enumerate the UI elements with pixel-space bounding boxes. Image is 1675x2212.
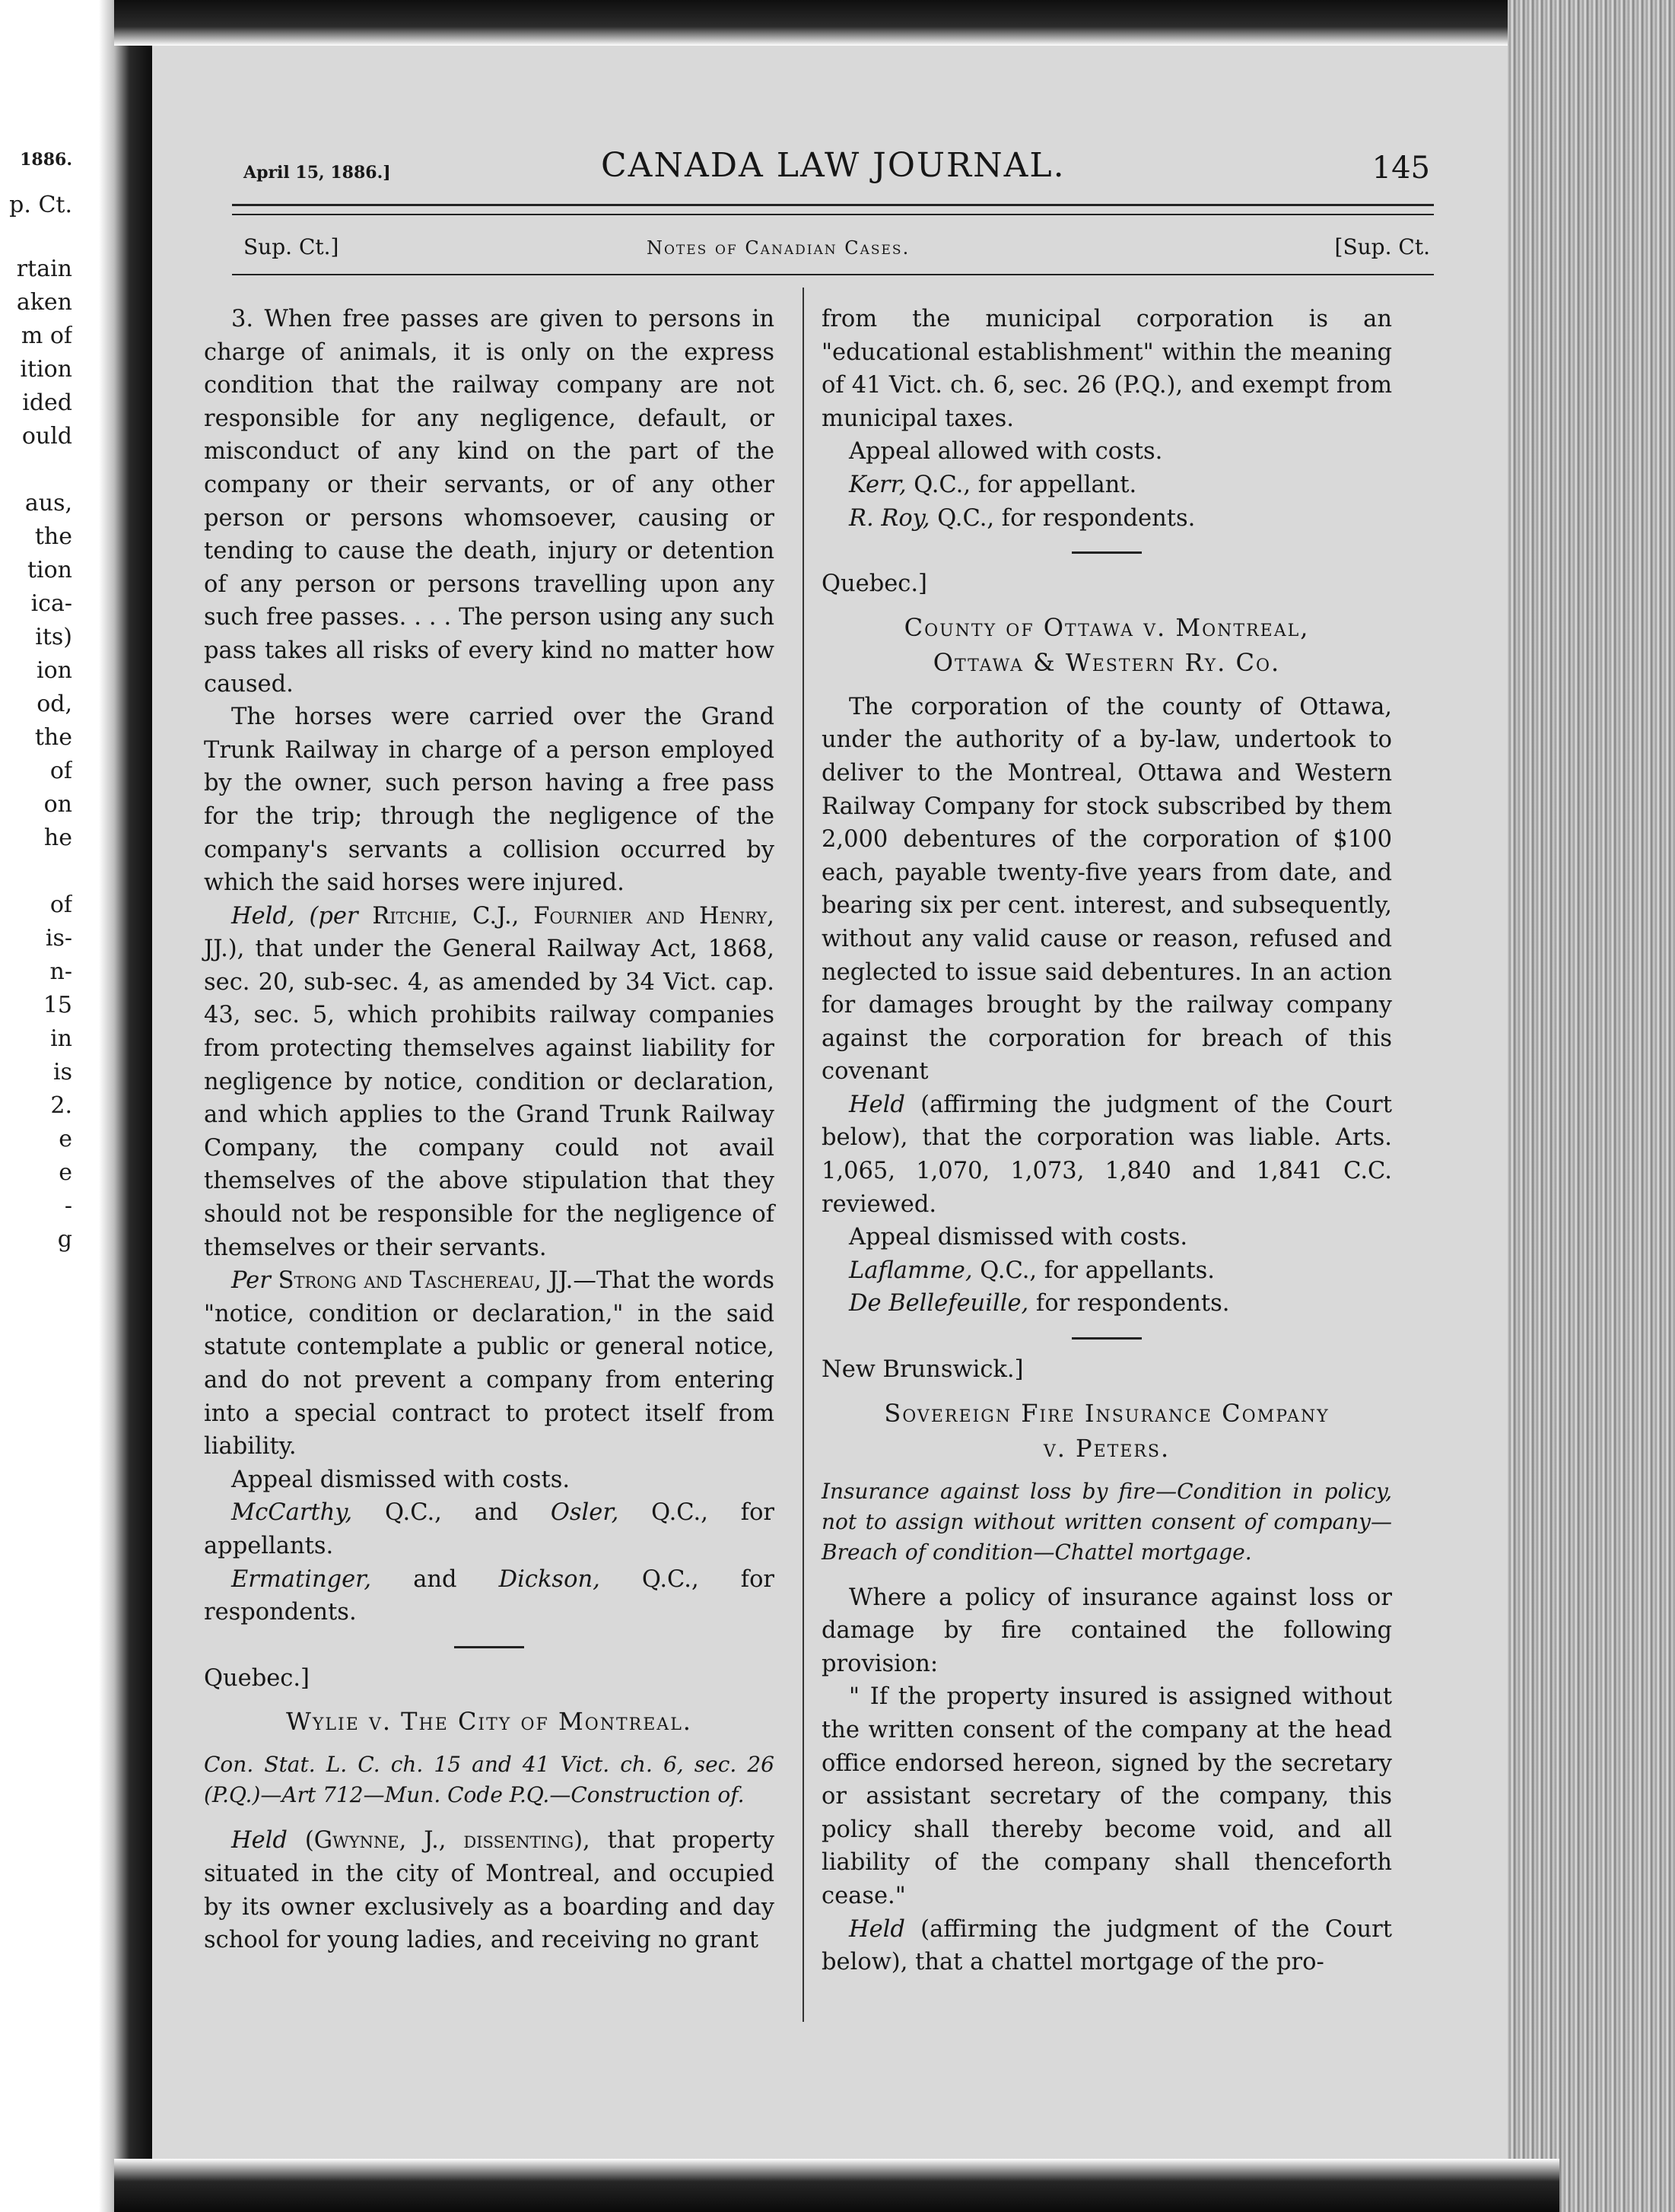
held-text: that property situated in the city of Montreal, and occupied by its owner exclusively as a boarding and day school for young ladies, and receiving no grant xyxy=(204,1827,774,1954)
counsel-name: R. Roy, xyxy=(849,504,930,532)
fragment-line: ion xyxy=(37,657,72,684)
case-title xyxy=(822,1396,1392,1466)
right-column xyxy=(822,303,1392,1979)
running-header xyxy=(243,146,1430,199)
bottom-scan-edge xyxy=(114,2159,1559,2212)
case-synopsis: Con. Stat. L. C. ch. 15 and 41 Vict. ch. 6, sec. 26 (P.Q.)—Art 712—Mun. Code P.Q.—Construction of. xyxy=(204,1752,774,1808)
issue-date: April 15, 1886.] xyxy=(243,163,391,183)
fragment-line: ica- xyxy=(30,590,72,617)
fragment-line: e xyxy=(59,1126,72,1152)
left-column xyxy=(204,303,774,1957)
section-rule xyxy=(232,274,1434,275)
section-header xyxy=(243,228,1430,266)
paragraph: 3. When free passes are given to persons in charge of animals, it is only on the express condition that the railway company are not responsible for any negligence, default, or misconduct of any kind on the part of the company or their servants, or of any other person or persons whomsoever, causing or tending to cause the death, injury or detention of any person or persons travelling upon any such free passes. . . . The person using any such pass takes all risks of every kind no matter how caused. xyxy=(204,306,774,698)
counsel-appellants xyxy=(204,1496,774,1562)
right-page-edges xyxy=(1508,0,1675,2212)
counsel-name: Laflamme, xyxy=(849,1257,973,1284)
counsel-text: Q.C., for respondents. xyxy=(937,504,1196,532)
fragment-line: 2. xyxy=(50,1092,72,1119)
held-paragraph xyxy=(822,1089,1392,1221)
fragment-gap xyxy=(0,453,72,487)
result: Appeal allowed with costs. xyxy=(849,438,1163,466)
journal-title: CANADA LAW JOURNAL. xyxy=(601,146,1066,185)
fragment-gap xyxy=(0,855,72,888)
fragment-line: is- xyxy=(45,925,72,952)
judges: Ritchie, C.J., Fournier and Henry, JJ.), xyxy=(204,902,774,963)
per-label: (per xyxy=(309,902,358,930)
held-paragraph xyxy=(204,1824,774,1956)
fragment-line: tion xyxy=(27,557,72,583)
case-separator xyxy=(1072,1337,1142,1340)
fragment-line: the xyxy=(34,724,72,751)
case-title xyxy=(822,610,1392,680)
counsel-text: Q.C., for appellants. xyxy=(980,1257,1215,1284)
counsel-name: Ermatinger, xyxy=(231,1565,372,1593)
counsel-respondents xyxy=(822,502,1392,536)
counsel-name: Osler, xyxy=(550,1499,619,1527)
judges: Strong and Taschereau, JJ. xyxy=(278,1267,574,1295)
quoted-provision: " If the property insured is assigned without the written consent of the company at the head office endorsed hereon, signed by the secretary or assistant secretary of the company, this policy shall thereby become void, and all liability of the company shall thenceforth cease." xyxy=(822,1683,1392,1909)
counsel-text: and xyxy=(413,1565,457,1593)
case-title-line: v. Peters. xyxy=(1043,1433,1171,1463)
per-text: —That the words "notice, condition or declaration," in the said statute contemplate a public or general notice, and do not prevent a company from entering into a special contract to protect itself from liability. xyxy=(204,1267,774,1460)
section-title: Notes of Canadian Cases. xyxy=(647,237,911,259)
held-text: (affirming the judgment of the Court below), that the corporation was liable. Arts. 1,065, 1,070, 1,073, 1,840 and 1,841 C.C. reviewed. xyxy=(822,1091,1392,1218)
fragment-line: in xyxy=(50,1025,72,1052)
fragment-line: g xyxy=(57,1226,72,1253)
fragment-line: is xyxy=(53,1059,72,1085)
header-double-rule xyxy=(232,204,1434,215)
held-text: that under the General Railway Act, 1868, sec. 20, sub-sec. 4, as amended by 34 Vict. cap. 43, sec. 5, which prohibits railway companies from protecting themselves against liability for negligence by notice, condition or declaration, and which applies to the Grand Trunk Railway Company, the company could not avail themselves of the above stipulation that they should not be responsible for the negligence of themselves or their servants. xyxy=(204,936,775,1261)
province-label: Quebec.] xyxy=(204,1664,310,1692)
fragment-line: e xyxy=(59,1159,72,1186)
case-title: Wylie v. The City of Montreal. xyxy=(286,1707,692,1737)
court-label-left: Sup. Ct.] xyxy=(243,234,339,259)
counsel-appellants xyxy=(822,1254,1392,1288)
fragment-line: m of xyxy=(21,323,72,349)
fragment-line: of xyxy=(49,758,72,784)
fragment-line: the xyxy=(34,523,72,550)
paragraph: The corporation of the county of Ottawa, under the authority of a by-law, undertook to deliver to the Montreal, Ottawa and Western Railway Company for stock subscribed by them 2,000 debentures of the corporation of $100 each, payable twenty-five years from date, and bearing six per cent. interest, and subsequently, without any valid cause or reason, refused and neglected to issue said debentures. In an action for damages brought by the railway company against the corporation for breach of this covenant xyxy=(822,693,1392,1085)
case-synopsis: Insurance against loss by fire—Condition in policy, not to assign without written consent of company—Breach of condition—Chattel mortgage. xyxy=(822,1478,1392,1565)
counsel-text: Q.C., and xyxy=(385,1499,519,1527)
held-paragraph xyxy=(822,1913,1392,1979)
fragment-line: rtain xyxy=(16,256,72,282)
fragment-line: aken xyxy=(16,289,72,316)
province-label: Quebec.] xyxy=(822,570,927,598)
fragment-line: 15 xyxy=(43,992,72,1019)
top-scan-edge xyxy=(114,0,1521,46)
case-separator xyxy=(454,1646,524,1648)
fragment-year: 1886. xyxy=(20,150,72,170)
fragment-court: p. Ct. xyxy=(9,192,72,218)
held-label: Held xyxy=(849,1915,905,1943)
case-separator xyxy=(1072,551,1142,554)
judges: (Gwynne, J., dissenting), xyxy=(304,1827,590,1854)
fragment-line: he xyxy=(43,825,72,851)
counsel-name: Kerr, xyxy=(849,471,907,498)
fragment-line: of xyxy=(49,891,72,918)
held-paragraph xyxy=(204,900,774,1265)
paragraph-continued: from the municipal corporation is an "educational establishment" within the meaning of 41 Vict. ch. 6, sec. 26 (P.Q.), and exempt from municipal taxes. xyxy=(822,306,1392,432)
held-label: Held, xyxy=(231,902,295,930)
case-title-line: Ottawa & Western Ry. Co. xyxy=(933,647,1281,677)
fragment-line: its) xyxy=(35,624,72,650)
case-title-line: County of Ottawa v. Montreal, xyxy=(904,612,1310,642)
case-title-line: Sovereign Fire Insurance Company xyxy=(884,1398,1330,1428)
counsel-text: Q.C., for respondents. xyxy=(204,1565,775,1626)
result: Appeal dismissed with costs. xyxy=(231,1466,571,1493)
counsel-name: Dickson, xyxy=(498,1565,600,1593)
counsel-respondents xyxy=(822,1287,1392,1321)
fragment-line: ided xyxy=(22,389,72,416)
counsel-appellant xyxy=(822,469,1392,502)
fragment-line: od, xyxy=(37,691,72,717)
held-label: Held xyxy=(849,1091,905,1118)
held-label: Held xyxy=(231,1827,288,1854)
counsel-name: McCarthy, xyxy=(231,1499,353,1527)
per-label: Per xyxy=(231,1267,271,1295)
counsel-respondents xyxy=(204,1563,774,1629)
province-label: New Brunswick.] xyxy=(822,1356,1024,1384)
fragment-line: on xyxy=(43,791,72,818)
result: Appeal dismissed with costs. xyxy=(849,1224,1188,1251)
fragment-line: aus, xyxy=(24,490,72,516)
per-paragraph xyxy=(204,1264,774,1464)
paragraph: The horses were carried over the Grand Trunk Railway in charge of a person employed by the owner, such person having a free pass for the trip; through the negligence of the company's servants a collision occurred by which the said horses were injured. xyxy=(204,704,774,897)
fragment-line: n- xyxy=(49,958,72,985)
fragment-line: ould xyxy=(21,423,72,450)
previous-page-fragment xyxy=(0,145,72,1257)
page-number: 145 xyxy=(1371,151,1430,186)
counsel-text: Q.C., for appellants. xyxy=(204,1499,775,1559)
counsel-text: for respondents. xyxy=(1035,1290,1230,1317)
column-divider xyxy=(803,288,804,2022)
court-label-right: [Sup. Ct. xyxy=(1334,234,1430,259)
fragment-line: - xyxy=(64,1193,72,1219)
held-text: (affirming the judgment of the Court below), that a chattel mortgage of the pro- xyxy=(822,1915,1392,1976)
paragraph: Where a policy of insurance against loss or damage by fire contained the following provision: xyxy=(822,1584,1392,1677)
fragment-line: ition xyxy=(20,356,72,383)
counsel-name: De Bellefeuille, xyxy=(849,1290,1029,1317)
counsel-text: Q.C., for appellant. xyxy=(914,471,1137,498)
